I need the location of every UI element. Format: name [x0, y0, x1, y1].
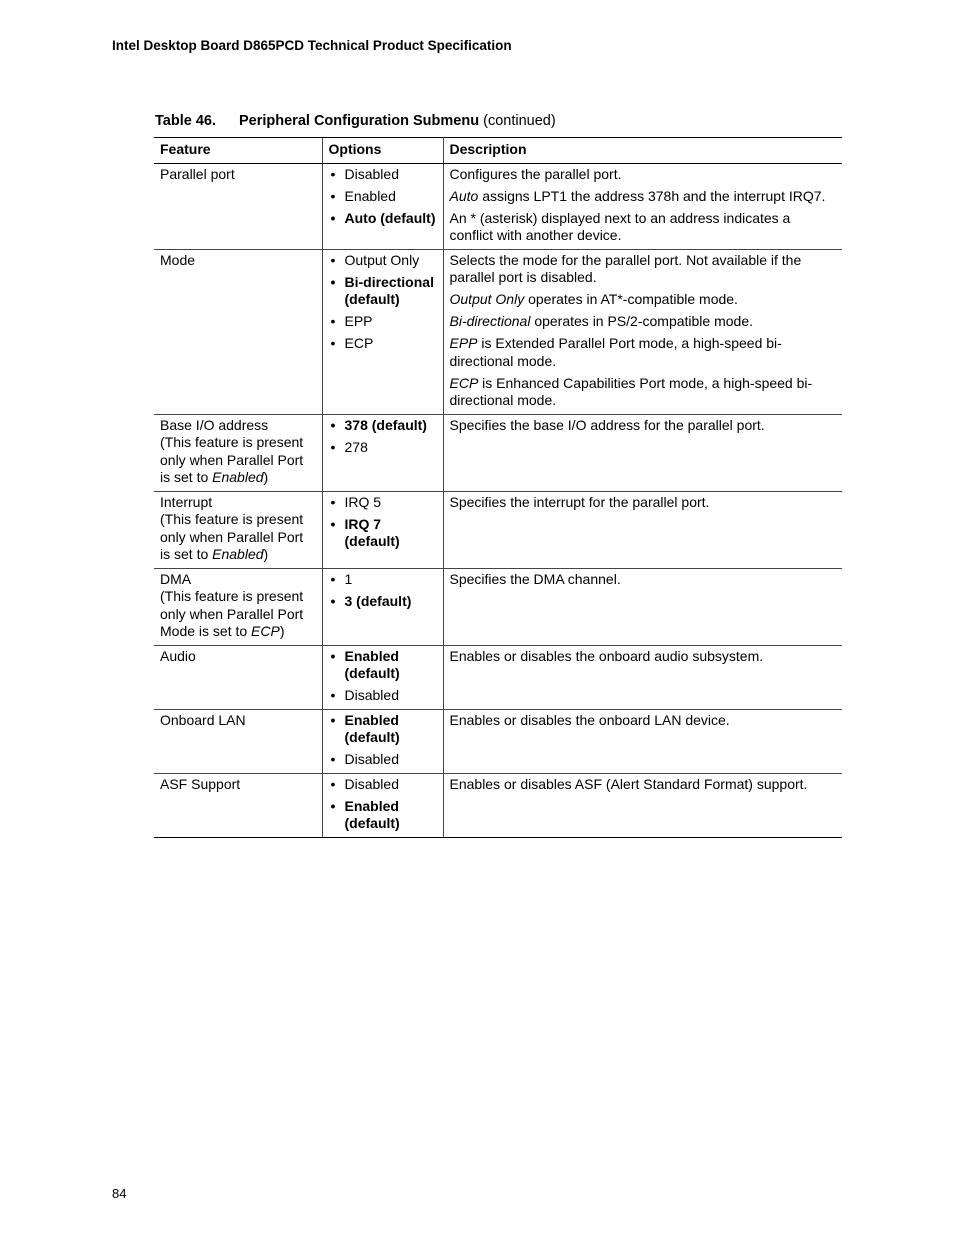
description-text: [450, 375, 838, 410]
options-list: [329, 494, 438, 551]
option-item: • Disabled: [329, 751, 438, 769]
description-text: Specifies the interrupt for the parallel port.: [449, 493, 710, 510]
option-item: • Disabled: [329, 166, 438, 184]
options-cell: [322, 645, 443, 709]
peripheral-config-table: [154, 137, 842, 838]
options-cell: [322, 163, 443, 249]
feature-note-text: (This feature is present only when Parallel Port Mode is set to: [160, 588, 304, 639]
feature-name: Parallel port: [160, 165, 235, 182]
option-item-default: • IRQ 7 (default): [329, 516, 438, 551]
table-caption: [155, 113, 556, 129]
description-text-rest: is Extended Parallel Port mode, a high-speed bi-directional mode.: [449, 335, 782, 369]
description-text: Enables or disables the onboard LAN device.: [449, 711, 730, 728]
description-text: [450, 291, 838, 309]
options-cell: [322, 709, 443, 773]
description-text-rest: operates in PS/2-compatible mode.: [530, 313, 754, 329]
feature-note-text: (This feature is present only when Parallel Port is set to: [160, 511, 304, 562]
options-list: [329, 166, 438, 228]
option-item: • Disabled: [329, 776, 438, 794]
options-list: [329, 417, 438, 457]
description-text: Enables or disables ASF (Alert Standard Format) support.: [449, 775, 808, 792]
feature-cell: [154, 709, 322, 773]
description-cell: [443, 163, 842, 249]
options-list: [329, 648, 438, 705]
description-cell: [443, 568, 842, 645]
feature-cell: [154, 645, 322, 709]
feature-name: Interrupt: [160, 493, 213, 510]
feature-name: Onboard LAN: [160, 711, 246, 728]
description-text: [450, 313, 838, 331]
description-term: EPP: [449, 335, 478, 351]
feature-cell: [154, 773, 322, 837]
description-text: Selects the mode for the parallel port. Not available if the parallel port is disabled.: [449, 251, 802, 285]
description-term: Bi-directional: [449, 313, 531, 329]
options-list: [329, 712, 438, 769]
table-title-suffix: (continued): [483, 113, 556, 129]
description-cell: [443, 645, 842, 709]
options-list: [329, 776, 438, 833]
feature-note-end: ): [263, 469, 269, 485]
feature-cell: [154, 568, 322, 645]
option-item: • Enabled: [329, 188, 438, 206]
table-title: Peripheral Configuration Submenu: [239, 113, 480, 129]
description-text: An * (asterisk) displayed next to an address indicates a conflict with another device.: [449, 209, 791, 243]
page-number: 84: [112, 1186, 127, 1201]
feature-cell: [154, 249, 322, 414]
table-row: [154, 491, 842, 568]
table-row: [154, 709, 842, 773]
feature-note-term: ECP: [251, 623, 280, 639]
option-item-default: • Auto (default): [329, 210, 438, 228]
feature-note: [160, 511, 303, 562]
description-cell: [443, 249, 842, 414]
option-item-default: • Enabled (default): [329, 648, 438, 683]
feature-note-term: Enabled: [212, 469, 264, 485]
description-cell: [443, 709, 842, 773]
option-item: • IRQ 5: [329, 494, 438, 512]
table-row: [154, 163, 842, 249]
option-item-default: • Enabled (default): [329, 798, 438, 833]
feature-name: Mode: [160, 251, 196, 268]
options-cell: [322, 249, 443, 414]
column-header-description: Description: [443, 138, 842, 164]
description-text: Specifies the DMA channel.: [449, 570, 621, 587]
feature-note-end: ): [279, 623, 285, 639]
options-cell: [322, 773, 443, 837]
description-text: [450, 335, 838, 370]
description-term: ECP: [449, 374, 479, 391]
column-header-options: Options: [322, 138, 443, 164]
options-cell: [322, 491, 443, 568]
description-text: Enables or disables the onboard audio subsystem.: [449, 647, 764, 664]
description-text: [450, 188, 838, 206]
table-row: [154, 568, 842, 645]
feature-name: Base I/O address: [160, 416, 269, 433]
description-term: Output Only: [449, 291, 525, 307]
option-item: • ECP: [329, 335, 438, 353]
feature-name: ASF Support: [160, 775, 241, 792]
description-cell: [443, 414, 842, 491]
table-row: [154, 249, 842, 414]
option-item: • Disabled: [329, 687, 438, 705]
feature-cell: [154, 163, 322, 249]
table-row: [154, 414, 842, 491]
feature-cell: [154, 414, 322, 491]
option-item: • 1: [329, 571, 438, 589]
option-item-default: • Bi-directional (default): [329, 274, 438, 309]
table-number: Table 46.: [155, 113, 216, 129]
options-list: [329, 571, 438, 611]
option-item-default: • Enabled (default): [329, 712, 438, 747]
feature-cell: [154, 491, 322, 568]
feature-note-term: Enabled: [212, 546, 264, 562]
description-text-rest: assigns LPT1 the address 378h and the interrupt IRQ7.: [478, 187, 826, 204]
feature-name: Audio: [160, 647, 196, 664]
description-text-rest: operates in AT*-compatible mode.: [524, 291, 738, 307]
column-header-feature: Feature: [154, 138, 322, 164]
page-header: Intel Desktop Board D865PCD Technical Product Specification: [112, 38, 512, 53]
option-item: • EPP: [329, 313, 438, 331]
option-item: • 278: [329, 439, 438, 457]
options-cell: [322, 414, 443, 491]
option-item-default: • 378 (default): [329, 417, 438, 435]
table-header-row: [154, 138, 842, 164]
feature-note: [160, 434, 303, 485]
option-item: • Output Only: [329, 252, 438, 270]
feature-note: [160, 588, 303, 639]
description-cell: [443, 773, 842, 837]
feature-note-end: ): [263, 546, 269, 562]
table-row: [154, 773, 842, 837]
feature-name: DMA: [160, 570, 192, 587]
option-item-default: • 3 (default): [329, 593, 438, 611]
options-cell: [322, 568, 443, 645]
description-cell: [443, 491, 842, 568]
table-row: [154, 645, 842, 709]
description-text: Specifies the base I/O address for the parallel port.: [449, 416, 765, 433]
feature-note-text: (This feature is present only when Parallel Port is set to: [160, 434, 304, 485]
options-list: [329, 252, 438, 353]
description-text: Configures the parallel port.: [449, 165, 622, 182]
description-text-rest: is Enhanced Capabilities Port mode, a high-speed bi-directional mode.: [449, 374, 813, 408]
description-term: Auto: [449, 187, 479, 204]
